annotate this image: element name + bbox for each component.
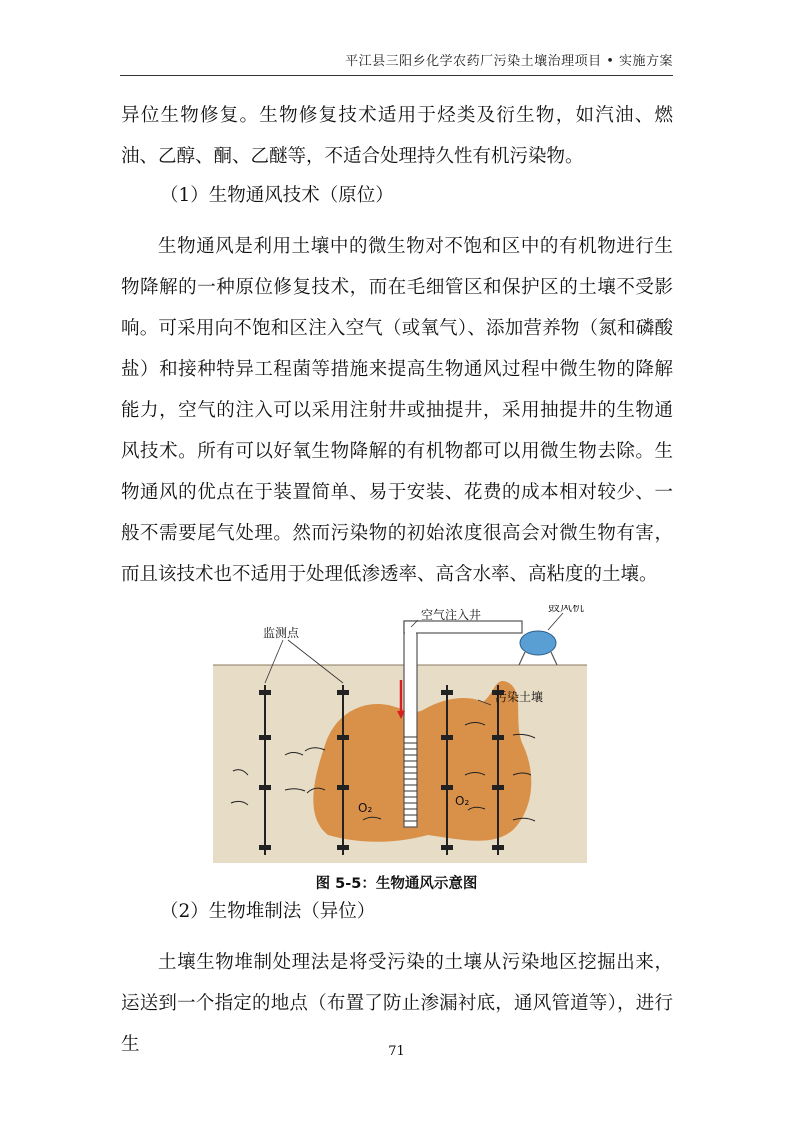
page-header: 平江县三阳乡化学农药厂污染土壤治理项目 • 实施方案 <box>345 54 673 69</box>
figure-caption: 图 5-5：生物通风示意图 <box>315 876 478 892</box>
label-o2-right: O₂ <box>455 794 470 808</box>
paragraph-biopile: 土壤生物堆制处理法是将受污染的土壤从污染地区挖掘出来，运送到一个指定的地点（布置了防止渗漏衬底，通风管道等），进行生 <box>121 952 673 1055</box>
section-heading-bioventing: （1）生物通风技术（原位） <box>160 185 394 206</box>
page-number: 71 <box>388 1044 405 1059</box>
paragraph-bioventing: 生物通风是利用土壤中的微生物对不饱和区中的有机物进行生物降解的一种原位修复技术，而在毛细管区和保护区的土壤不受影响。可采用向不饱和区注入空气（或氧气）、添加营养物（氮和磷酸盐）和接种特异工程菌等措施来提高生物通风过程中微生物的降解能力，空气的注入可以采用注射井或抽提井，采用抽提井的生物通风技术。所有可以好氧生物降解的有机物都可以用微生物去除。生物通风的优点在于装置简单、易于安装、花费的成本相对较少、一般不需要尾气处理。然而污染物的初始浓度很高会对微生物有害，而且该技术也不适用于处理低渗透率、高含水率、高粘度的土壤。 <box>121 236 673 585</box>
air-injection-well <box>404 621 417 827</box>
paragraph-intro: 异位生物修复。生物修复技术适用于烃类及衍生物，如汽油、燃油、乙醇、酮、乙醚等，不适合处理持久性有机污染物。 <box>121 105 673 167</box>
air-pipe <box>404 621 522 633</box>
label-contaminated-soil: 污染土壤 <box>495 690 544 704</box>
blower-icon <box>520 631 556 655</box>
bioventing-diagram <box>213 605 587 863</box>
label-blower: 鼓风机 <box>548 605 585 614</box>
label-air-well: 空气注入井 <box>421 608 482 622</box>
header-rule <box>120 75 673 76</box>
label-o2-left: O₂ <box>358 801 373 815</box>
label-monitor: 监测点 <box>263 626 300 640</box>
section-heading-biopile: （2）生物堆制法（异位） <box>160 901 376 922</box>
